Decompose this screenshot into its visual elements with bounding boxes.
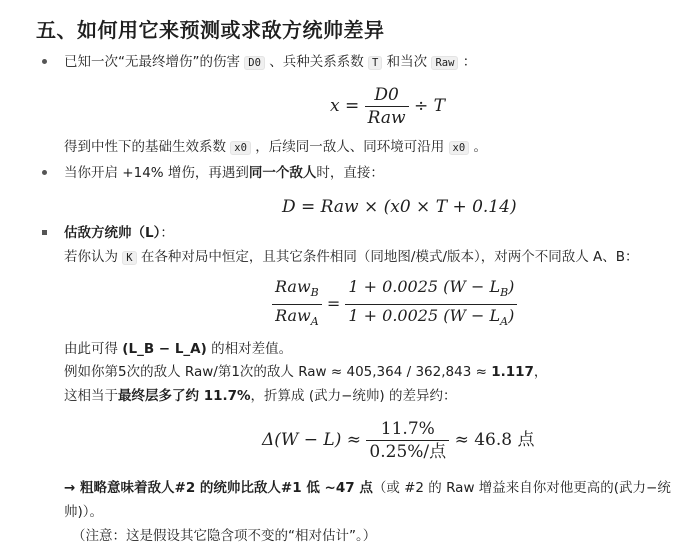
text-segment: ) [508, 277, 515, 296]
text-segment: 当你开启 +14% 增伤，再遇到 [64, 165, 249, 181]
text-segment: （或 #2 的 Raw 增益来自你对他更高的(武力−统 [372, 480, 671, 496]
eq-lhs: x = [330, 96, 360, 116]
code-t: T [368, 56, 382, 70]
paragraph-bonus [64, 163, 384, 183]
paragraph-example [64, 362, 547, 382]
text-segment: 1 + 0.0025 (W − L [348, 277, 501, 296]
text-segment: 这相当于 [64, 388, 118, 404]
eq-lhs: Δ(W − L) ≈ [262, 430, 362, 450]
subscript: B [310, 286, 319, 300]
bold-text: 1.117 [491, 364, 534, 380]
text-segment: 例如你第5次的敌人 Raw/第1次的敌人 Raw ≈ 405,364 / 362,843 ≈ [64, 364, 492, 380]
text-segment: ， [533, 364, 548, 380]
bullet-dot [42, 170, 47, 175]
code-d0: D0 [244, 56, 265, 70]
code-x0: x0 [230, 141, 251, 155]
paragraph-equivalent [64, 386, 456, 406]
text-segment: 。 [473, 139, 487, 155]
paragraph-x0 [64, 137, 487, 158]
equation-x [330, 84, 445, 129]
paragraph-estimate [64, 223, 174, 243]
bold-text: → 粗略意味着敌人#2 的统帅比敌人#1 低 ~47 点 [64, 480, 373, 496]
eq-denominator [345, 305, 517, 333]
text-segment: ，后续同一敌人、同环境可沿用 [255, 139, 445, 155]
bold-text: 同一个敌人 [248, 165, 317, 181]
paragraph-conclusion-cont: 帅)）。 [64, 504, 104, 520]
paragraph-relative [64, 339, 292, 359]
equals-sign: = [326, 294, 341, 314]
eq-numerator [345, 276, 517, 305]
text-segment: Raw [275, 277, 311, 296]
eq-fraction [365, 84, 409, 129]
text-segment: 1 + 0.0025 (W − L [348, 306, 501, 326]
subscript: A [310, 315, 319, 329]
paragraph-note: （注意：这是假设其它隐含项不变的“相对估计”。） [72, 528, 377, 544]
section-heading: 五、如何用它来预测或求敌方统帅差异 [36, 18, 385, 42]
text-segment: 得到中性下的基础生效系数 [64, 139, 226, 155]
eq-rhs: ≈ 46.8 点 [454, 430, 535, 450]
bold-text: 估敌方统帅（L） [64, 225, 161, 241]
eq-fraction-left [272, 276, 322, 333]
equation-d: D = Raw × (x0 × T + 0.14) [282, 197, 517, 217]
eq-rhs: ÷ T [413, 96, 445, 116]
bold-text: 最终层多了约 11.7% [118, 388, 251, 404]
text-segment: ，折算成 (武力−统帅) 的差异约： [250, 388, 457, 404]
text-segment: 若你认为 [64, 249, 118, 265]
text-segment: Raw [275, 306, 311, 326]
eq-numerator [272, 276, 322, 305]
paragraph-conclusion [64, 478, 671, 498]
paragraph-assumption [64, 247, 639, 268]
paragraph-known-damage [64, 52, 476, 73]
eq-fraction [366, 418, 449, 463]
eq-fraction-right [345, 276, 517, 333]
code-x0: x0 [449, 141, 470, 155]
subscript: A [500, 315, 509, 329]
text-segment: 、兵种关系系数 [269, 54, 364, 70]
equation-delta [262, 418, 534, 463]
bullet-dot [42, 59, 47, 64]
eq-denominator: Raw [367, 108, 406, 128]
text-segment: ： [462, 54, 477, 70]
eq-denominator: 0.25%/点 [369, 442, 447, 462]
bullet-square [42, 230, 47, 235]
text-segment: ： [160, 225, 174, 241]
eq-numerator: D0 [365, 84, 409, 107]
text-segment: 时，直接： [316, 165, 384, 181]
text-segment: 的相对差值。 [206, 341, 293, 357]
eq-denominator [272, 305, 322, 333]
code-raw: Raw [431, 56, 458, 70]
bold-text: (L_B − L_A) [122, 341, 207, 357]
code-k: K [122, 251, 136, 265]
text-segment: 由此可得 [64, 341, 123, 357]
equation-ratio [272, 276, 517, 333]
text-segment: 和当次 [386, 54, 428, 70]
text-segment: 已知一次“无最终增伤”的伤害 [64, 54, 240, 70]
eq-numerator: 11.7% [366, 418, 449, 441]
subscript: B [500, 286, 509, 300]
text-segment: ) [508, 306, 515, 326]
text-segment: 在各种对局中恒定，且其它条件相同（同地图/模式/版本），对两个不同敌人 A、B： [140, 249, 639, 265]
